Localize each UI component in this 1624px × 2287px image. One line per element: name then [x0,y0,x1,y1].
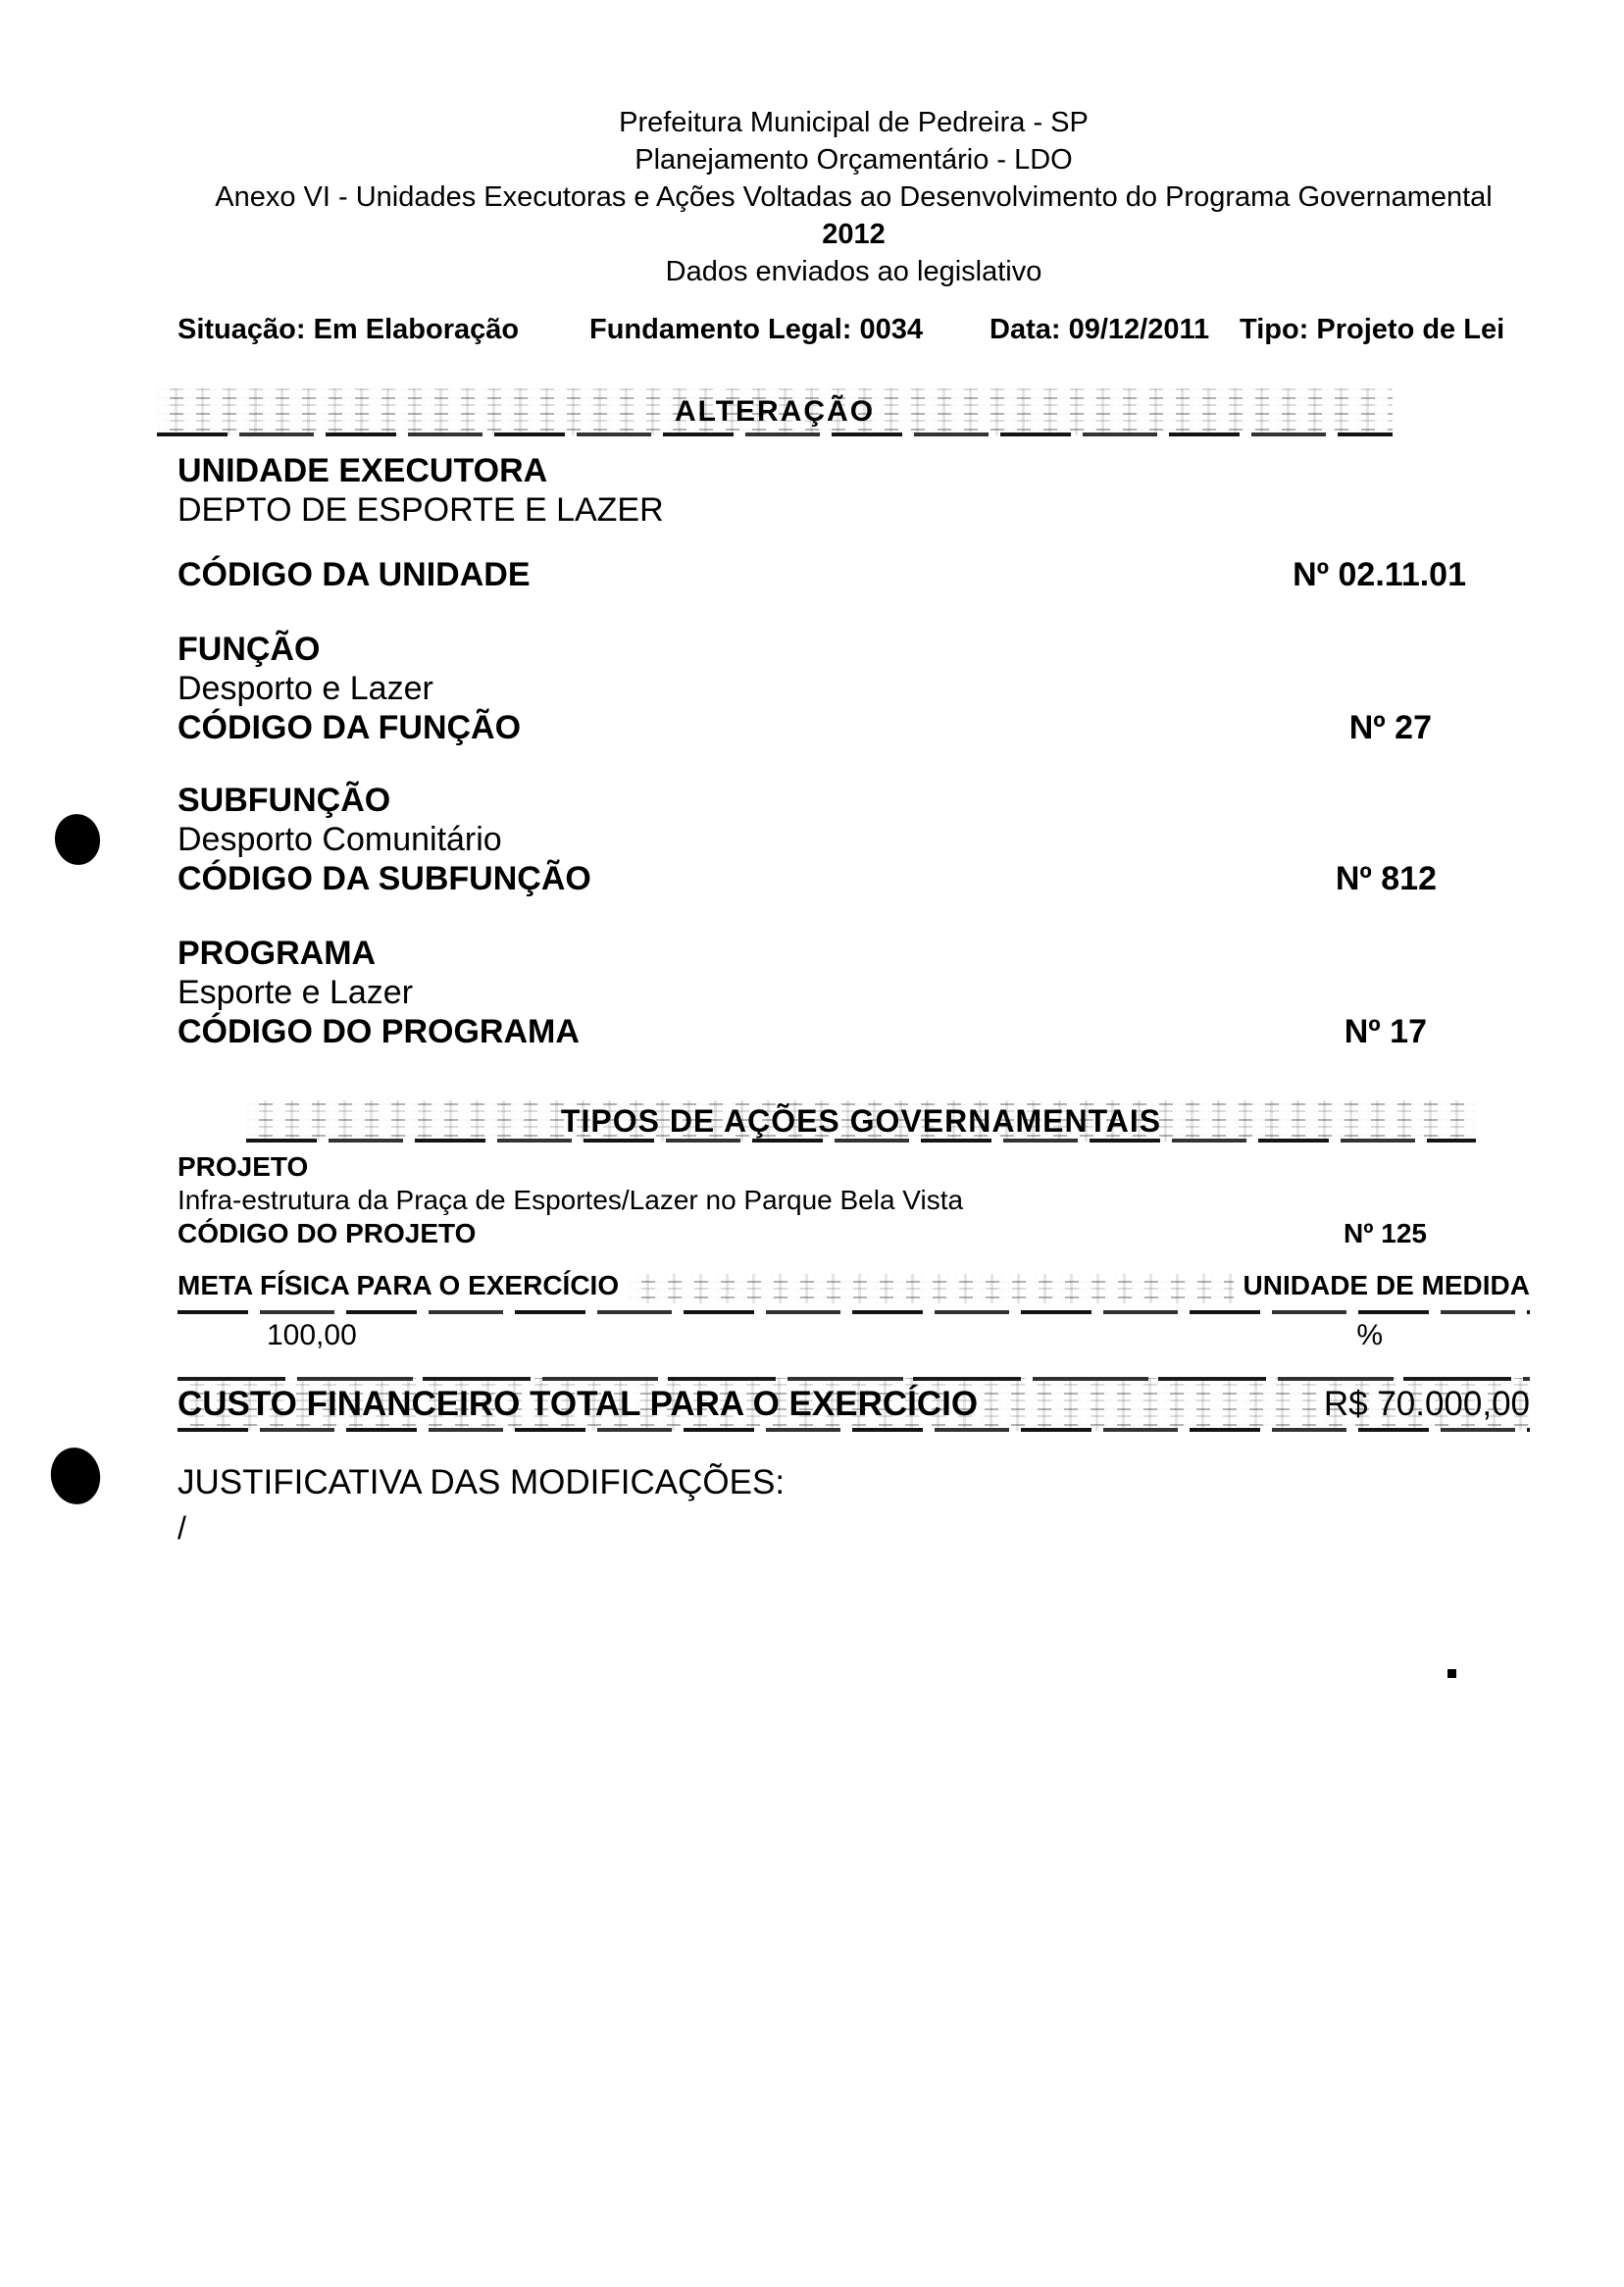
section-value: Esporte e Lazer [178,974,414,1011]
hole-punch-mark-top [51,811,104,869]
custo-band-noise [990,1388,1312,1421]
header-organization: Prefeitura Municipal de Pedreira - SP [619,107,1089,138]
section-funcao [178,630,1530,747]
section-value: Desporto e Lazer [178,670,433,707]
header-department: Planejamento Orçamentário - LDO [634,144,1073,176]
tipos-acoes-band [246,1100,1476,1142]
section-programa [178,934,1530,1051]
section-subfuncao [178,781,1530,898]
custo-band-topline [178,1377,1530,1381]
justificativa-label: JUSTIFICATIVA DAS MODIFICAÇÕES: [178,1463,786,1501]
meta-fisica-label: META FÍSICA PARA O EXERCÍCIO [178,1270,620,1300]
status-situacao: Situação: Em Elaboração [178,314,520,345]
code-value: Nº 125 [1344,1218,1427,1248]
custo-band-underline [178,1428,1530,1432]
project-label: PROJETO [178,1151,309,1182]
tipos-acoes-band-underline [246,1139,1476,1143]
meta-band-underline [178,1310,1530,1314]
document-content [178,0,1530,1550]
header-subtitle: Dados enviados ao legislativo [665,256,1042,287]
status-row [178,314,1530,349]
code-row [178,1012,1530,1051]
meta-values-row [178,1317,1530,1354]
code-label: CÓDIGO DA UNIDADE [178,556,531,593]
code-value: Nº 27 [1348,709,1432,746]
meta-fisica-band [178,1270,1530,1313]
code-label: CÓDIGO DO PROGRAMA [178,1013,580,1050]
alteracao-band-underline [157,432,1393,436]
code-row [178,859,1530,898]
status-tipo: Tipo: Projeto de Lei [1240,314,1505,345]
header-year: 2012 [822,219,886,250]
custo-financeiro-value: R$ 70.000,00 [1323,1385,1530,1423]
section-justificativa [178,1460,1530,1550]
code-row [178,1217,1530,1250]
unidade-medida-label: UNIDADE DE MEDIDA [1243,1270,1530,1300]
project-value: Infra-estrutura da Praça de Esportes/Lazer no Parque Bela Vista [178,1185,964,1215]
alteracao-band [157,388,1393,435]
section-value: Desporto Comunitário [178,821,502,858]
header-annex-title: Anexo VI - Unidades Executoras e Ações Voltadas ao Desenvolvimento do Programa Governamental [215,181,1493,213]
document-header [178,104,1530,290]
unidade-medida-value: % [1356,1319,1383,1351]
section-label: PROGRAMA [178,935,377,972]
code-label: CÓDIGO DA FUNÇÃO [178,709,522,746]
code-value: Nº 17 [1344,1013,1427,1050]
section-label: FUNÇÃO [178,631,321,668]
section-label: SUBFUNÇÃO [178,782,391,819]
custo-financeiro-band [178,1378,1530,1431]
section-unidade-executora [178,451,1530,594]
alteracao-band-label: ALTERAÇÃO [674,395,876,428]
meta-band-noise [629,1274,1233,1303]
ink-speck [1447,1669,1456,1678]
meta-fisica-value: 100,00 [267,1319,357,1351]
section-value: DEPTO DE ESPORTE E LAZER [178,491,664,529]
tipos-acoes-band-label: TIPOS DE AÇÕES GOVERNAMENTAIS [560,1102,1162,1139]
code-label: CÓDIGO DO PROJETO [178,1218,477,1248]
justificativa-value: / [178,1510,186,1546]
code-row [178,708,1530,747]
code-value: Nº 812 [1335,860,1437,897]
hole-punch-mark-bottom [46,1444,105,1508]
custo-financeiro-label: CUSTO FINANCEIRO TOTAL PARA O EXERCÍCIO [178,1385,979,1423]
section-label: UNIDADE EXECUTORA [178,452,548,489]
section-projeto [178,1150,1530,1250]
status-fundamento-legal: Fundamento Legal: 0034 [589,314,924,345]
code-label: CÓDIGO DA SUBFUNÇÃO [178,860,591,897]
code-value: Nº 02.11.01 [1293,556,1466,593]
status-data: Data: 09/12/2011 [990,314,1210,345]
code-row [178,555,1530,594]
